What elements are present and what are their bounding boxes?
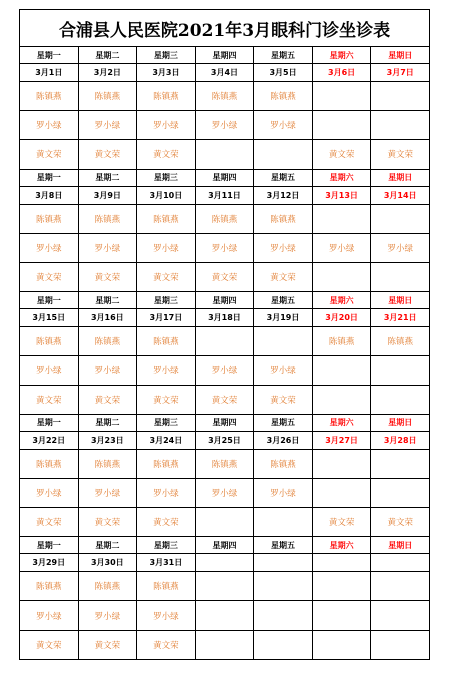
staff-cell: 黄文荣	[195, 385, 254, 414]
weekday-header-mon: 星期一	[20, 414, 79, 431]
weekday-header-tue: 星期二	[78, 414, 137, 431]
weekday-header-sat: 星期六	[312, 169, 371, 186]
date-cell: 3月15日	[20, 309, 79, 327]
staff-cell: 黄文荣	[137, 630, 196, 659]
staff-cell	[312, 601, 371, 630]
staff-cell: 罗小绿	[312, 233, 371, 262]
page-title: 合浦县人民医院2021年3月眼科门诊坐诊表	[20, 10, 430, 47]
staff-cell	[371, 630, 430, 659]
staff-cell: 陈镇燕	[195, 82, 254, 111]
date-cell: 3月8日	[20, 186, 79, 204]
staff-cell: 黄文荣	[20, 262, 79, 291]
staff-cell	[312, 262, 371, 291]
date-cell: 3月30日	[78, 554, 137, 572]
weekday-header-fri: 星期五	[254, 537, 313, 554]
staff-row	[20, 140, 430, 169]
weekday-header-thu: 星期四	[195, 537, 254, 554]
staff-cell: 罗小绿	[137, 601, 196, 630]
staff-cell	[195, 572, 254, 601]
date-cell: 3月19日	[254, 309, 313, 327]
weekday-header-wed: 星期三	[137, 414, 196, 431]
staff-cell: 罗小绿	[137, 356, 196, 385]
staff-cell: 黄文荣	[195, 262, 254, 291]
date-cell: 3月22日	[20, 431, 79, 449]
staff-cell: 黄文荣	[312, 140, 371, 169]
weekday-header-wed: 星期三	[137, 292, 196, 309]
title-row	[20, 10, 430, 47]
staff-cell: 罗小绿	[195, 478, 254, 507]
staff-cell	[195, 601, 254, 630]
staff-cell: 黄文荣	[254, 385, 313, 414]
weekday-header-sun: 星期日	[371, 169, 430, 186]
staff-cell	[195, 630, 254, 659]
staff-cell: 陈镇燕	[20, 449, 79, 478]
staff-cell: 罗小绿	[254, 356, 313, 385]
staff-cell: 罗小绿	[195, 356, 254, 385]
date-cell: 3月13日	[312, 186, 371, 204]
staff-cell	[312, 204, 371, 233]
staff-cell: 陈镇燕	[78, 82, 137, 111]
staff-cell: 罗小绿	[254, 233, 313, 262]
weekday-header-fri: 星期五	[254, 47, 313, 64]
staff-cell: 黄文荣	[137, 385, 196, 414]
weekday-header-mon: 星期一	[20, 47, 79, 64]
staff-cell	[371, 262, 430, 291]
staff-cell: 罗小绿	[78, 601, 137, 630]
weekday-header-thu: 星期四	[195, 169, 254, 186]
staff-cell: 陈镇燕	[312, 327, 371, 356]
weekday-header-sun: 星期日	[371, 292, 430, 309]
staff-cell: 黄文荣	[20, 508, 79, 537]
date-cell: 3月9日	[78, 186, 137, 204]
weekday-header-row	[20, 414, 430, 431]
date-cell	[254, 554, 313, 572]
date-cell: 3月31日	[137, 554, 196, 572]
schedule-sheet	[19, 9, 429, 675]
staff-row	[20, 356, 430, 385]
date-cell: 3月25日	[195, 431, 254, 449]
staff-cell: 陈镇燕	[195, 204, 254, 233]
staff-cell	[371, 385, 430, 414]
staff-cell	[254, 508, 313, 537]
staff-row	[20, 262, 430, 291]
staff-cell: 罗小绿	[78, 111, 137, 140]
weekday-header-tue: 星期二	[78, 47, 137, 64]
staff-cell	[312, 356, 371, 385]
date-cell: 3月11日	[195, 186, 254, 204]
date-cell: 3月12日	[254, 186, 313, 204]
staff-cell: 陈镇燕	[20, 572, 79, 601]
staff-cell	[371, 111, 430, 140]
staff-row	[20, 478, 430, 507]
staff-cell: 陈镇燕	[137, 572, 196, 601]
staff-cell: 陈镇燕	[20, 204, 79, 233]
date-cell: 3月26日	[254, 431, 313, 449]
staff-cell: 罗小绿	[371, 233, 430, 262]
staff-cell: 陈镇燕	[371, 327, 430, 356]
staff-cell: 陈镇燕	[137, 449, 196, 478]
date-cell: 3月7日	[371, 64, 430, 82]
date-cell: 3月10日	[137, 186, 196, 204]
staff-row	[20, 630, 430, 659]
staff-cell	[254, 327, 313, 356]
date-row	[20, 554, 430, 572]
weekday-header-thu: 星期四	[195, 414, 254, 431]
staff-cell	[312, 111, 371, 140]
staff-cell: 黄文荣	[371, 508, 430, 537]
weekday-header-fri: 星期五	[254, 414, 313, 431]
staff-cell: 罗小绿	[78, 478, 137, 507]
staff-cell: 黄文荣	[254, 262, 313, 291]
staff-cell: 陈镇燕	[137, 82, 196, 111]
staff-cell: 罗小绿	[78, 233, 137, 262]
date-cell	[195, 554, 254, 572]
weekday-header-sat: 星期六	[312, 414, 371, 431]
staff-cell: 罗小绿	[137, 233, 196, 262]
date-cell: 3月16日	[78, 309, 137, 327]
weekday-header-thu: 星期四	[195, 292, 254, 309]
staff-row	[20, 204, 430, 233]
weekday-header-sun: 星期日	[371, 47, 430, 64]
date-row	[20, 431, 430, 449]
weekday-header-sun: 星期日	[371, 414, 430, 431]
staff-cell: 黄文荣	[137, 262, 196, 291]
staff-row	[20, 233, 430, 262]
staff-cell: 黄文荣	[20, 140, 79, 169]
staff-cell: 罗小绿	[78, 356, 137, 385]
date-cell: 3月14日	[371, 186, 430, 204]
staff-cell: 陈镇燕	[195, 449, 254, 478]
staff-cell	[195, 140, 254, 169]
weekday-header-fri: 星期五	[254, 292, 313, 309]
staff-cell: 罗小绿	[254, 111, 313, 140]
staff-cell: 陈镇燕	[78, 327, 137, 356]
date-row	[20, 309, 430, 327]
weekday-header-mon: 星期一	[20, 537, 79, 554]
weekday-header-row	[20, 47, 430, 64]
date-row	[20, 186, 430, 204]
staff-cell: 黄文荣	[20, 630, 79, 659]
date-cell: 3月29日	[20, 554, 79, 572]
staff-cell	[371, 356, 430, 385]
staff-cell: 罗小绿	[195, 233, 254, 262]
weekday-header-wed: 星期三	[137, 169, 196, 186]
staff-row	[20, 327, 430, 356]
staff-cell: 罗小绿	[20, 233, 79, 262]
staff-cell: 陈镇燕	[137, 204, 196, 233]
weekday-header-wed: 星期三	[137, 47, 196, 64]
date-cell	[371, 554, 430, 572]
date-cell: 3月2日	[78, 64, 137, 82]
date-cell: 3月20日	[312, 309, 371, 327]
date-row	[20, 64, 430, 82]
staff-cell: 罗小绿	[20, 111, 79, 140]
date-cell: 3月27日	[312, 431, 371, 449]
weekday-header-sat: 星期六	[312, 537, 371, 554]
staff-cell: 黄文荣	[78, 385, 137, 414]
weekday-header-row	[20, 537, 430, 554]
staff-cell: 陈镇燕	[78, 572, 137, 601]
staff-cell: 黄文荣	[371, 140, 430, 169]
staff-cell	[254, 601, 313, 630]
staff-cell: 罗小绿	[20, 601, 79, 630]
weekday-header-sun: 星期日	[371, 537, 430, 554]
date-cell: 3月6日	[312, 64, 371, 82]
weekday-header-tue: 星期二	[78, 169, 137, 186]
staff-cell	[312, 449, 371, 478]
staff-cell	[312, 630, 371, 659]
weekday-header-wed: 星期三	[137, 537, 196, 554]
staff-cell: 黄文荣	[20, 385, 79, 414]
date-cell: 3月3日	[137, 64, 196, 82]
date-cell: 3月5日	[254, 64, 313, 82]
staff-cell	[371, 449, 430, 478]
staff-cell: 陈镇燕	[20, 327, 79, 356]
weekday-header-row	[20, 169, 430, 186]
staff-cell: 陈镇燕	[254, 204, 313, 233]
staff-row	[20, 385, 430, 414]
staff-cell: 黄文荣	[78, 508, 137, 537]
staff-cell	[371, 478, 430, 507]
staff-cell: 陈镇燕	[254, 82, 313, 111]
schedule-table	[19, 9, 430, 660]
date-cell: 3月24日	[137, 431, 196, 449]
date-cell: 3月17日	[137, 309, 196, 327]
staff-cell	[195, 508, 254, 537]
staff-row	[20, 82, 430, 111]
weekday-header-mon: 星期一	[20, 169, 79, 186]
staff-cell: 黄文荣	[78, 630, 137, 659]
staff-cell: 罗小绿	[137, 111, 196, 140]
staff-cell	[312, 385, 371, 414]
date-cell	[312, 554, 371, 572]
date-cell: 3月18日	[195, 309, 254, 327]
weekday-header-tue: 星期二	[78, 292, 137, 309]
staff-cell: 陈镇燕	[20, 82, 79, 111]
weekday-header-fri: 星期五	[254, 169, 313, 186]
staff-cell: 陈镇燕	[137, 327, 196, 356]
staff-cell: 罗小绿	[137, 478, 196, 507]
staff-cell	[254, 140, 313, 169]
staff-cell: 罗小绿	[20, 356, 79, 385]
staff-cell	[371, 601, 430, 630]
staff-cell	[312, 82, 371, 111]
staff-row	[20, 601, 430, 630]
weekday-header-thu: 星期四	[195, 47, 254, 64]
staff-cell: 罗小绿	[254, 478, 313, 507]
staff-cell	[254, 630, 313, 659]
weekday-header-sat: 星期六	[312, 47, 371, 64]
staff-row	[20, 508, 430, 537]
staff-cell: 陈镇燕	[78, 449, 137, 478]
date-cell: 3月21日	[371, 309, 430, 327]
date-cell: 3月28日	[371, 431, 430, 449]
staff-cell	[254, 572, 313, 601]
date-cell: 3月4日	[195, 64, 254, 82]
staff-cell	[312, 478, 371, 507]
date-cell: 3月1日	[20, 64, 79, 82]
staff-row	[20, 111, 430, 140]
staff-row	[20, 449, 430, 478]
staff-cell: 罗小绿	[20, 478, 79, 507]
staff-cell	[371, 82, 430, 111]
weekday-header-sat: 星期六	[312, 292, 371, 309]
weekday-header-row	[20, 292, 430, 309]
staff-cell: 陈镇燕	[78, 204, 137, 233]
staff-cell: 黄文荣	[78, 262, 137, 291]
staff-cell: 罗小绿	[195, 111, 254, 140]
staff-cell: 黄文荣	[137, 508, 196, 537]
staff-cell: 陈镇燕	[254, 449, 313, 478]
staff-cell	[312, 572, 371, 601]
date-cell: 3月23日	[78, 431, 137, 449]
staff-cell: 黄文荣	[137, 140, 196, 169]
staff-cell	[195, 327, 254, 356]
weekday-header-mon: 星期一	[20, 292, 79, 309]
staff-row	[20, 572, 430, 601]
weekday-header-tue: 星期二	[78, 537, 137, 554]
staff-cell: 黄文荣	[78, 140, 137, 169]
staff-cell	[371, 204, 430, 233]
staff-cell	[371, 572, 430, 601]
staff-cell: 黄文荣	[312, 508, 371, 537]
